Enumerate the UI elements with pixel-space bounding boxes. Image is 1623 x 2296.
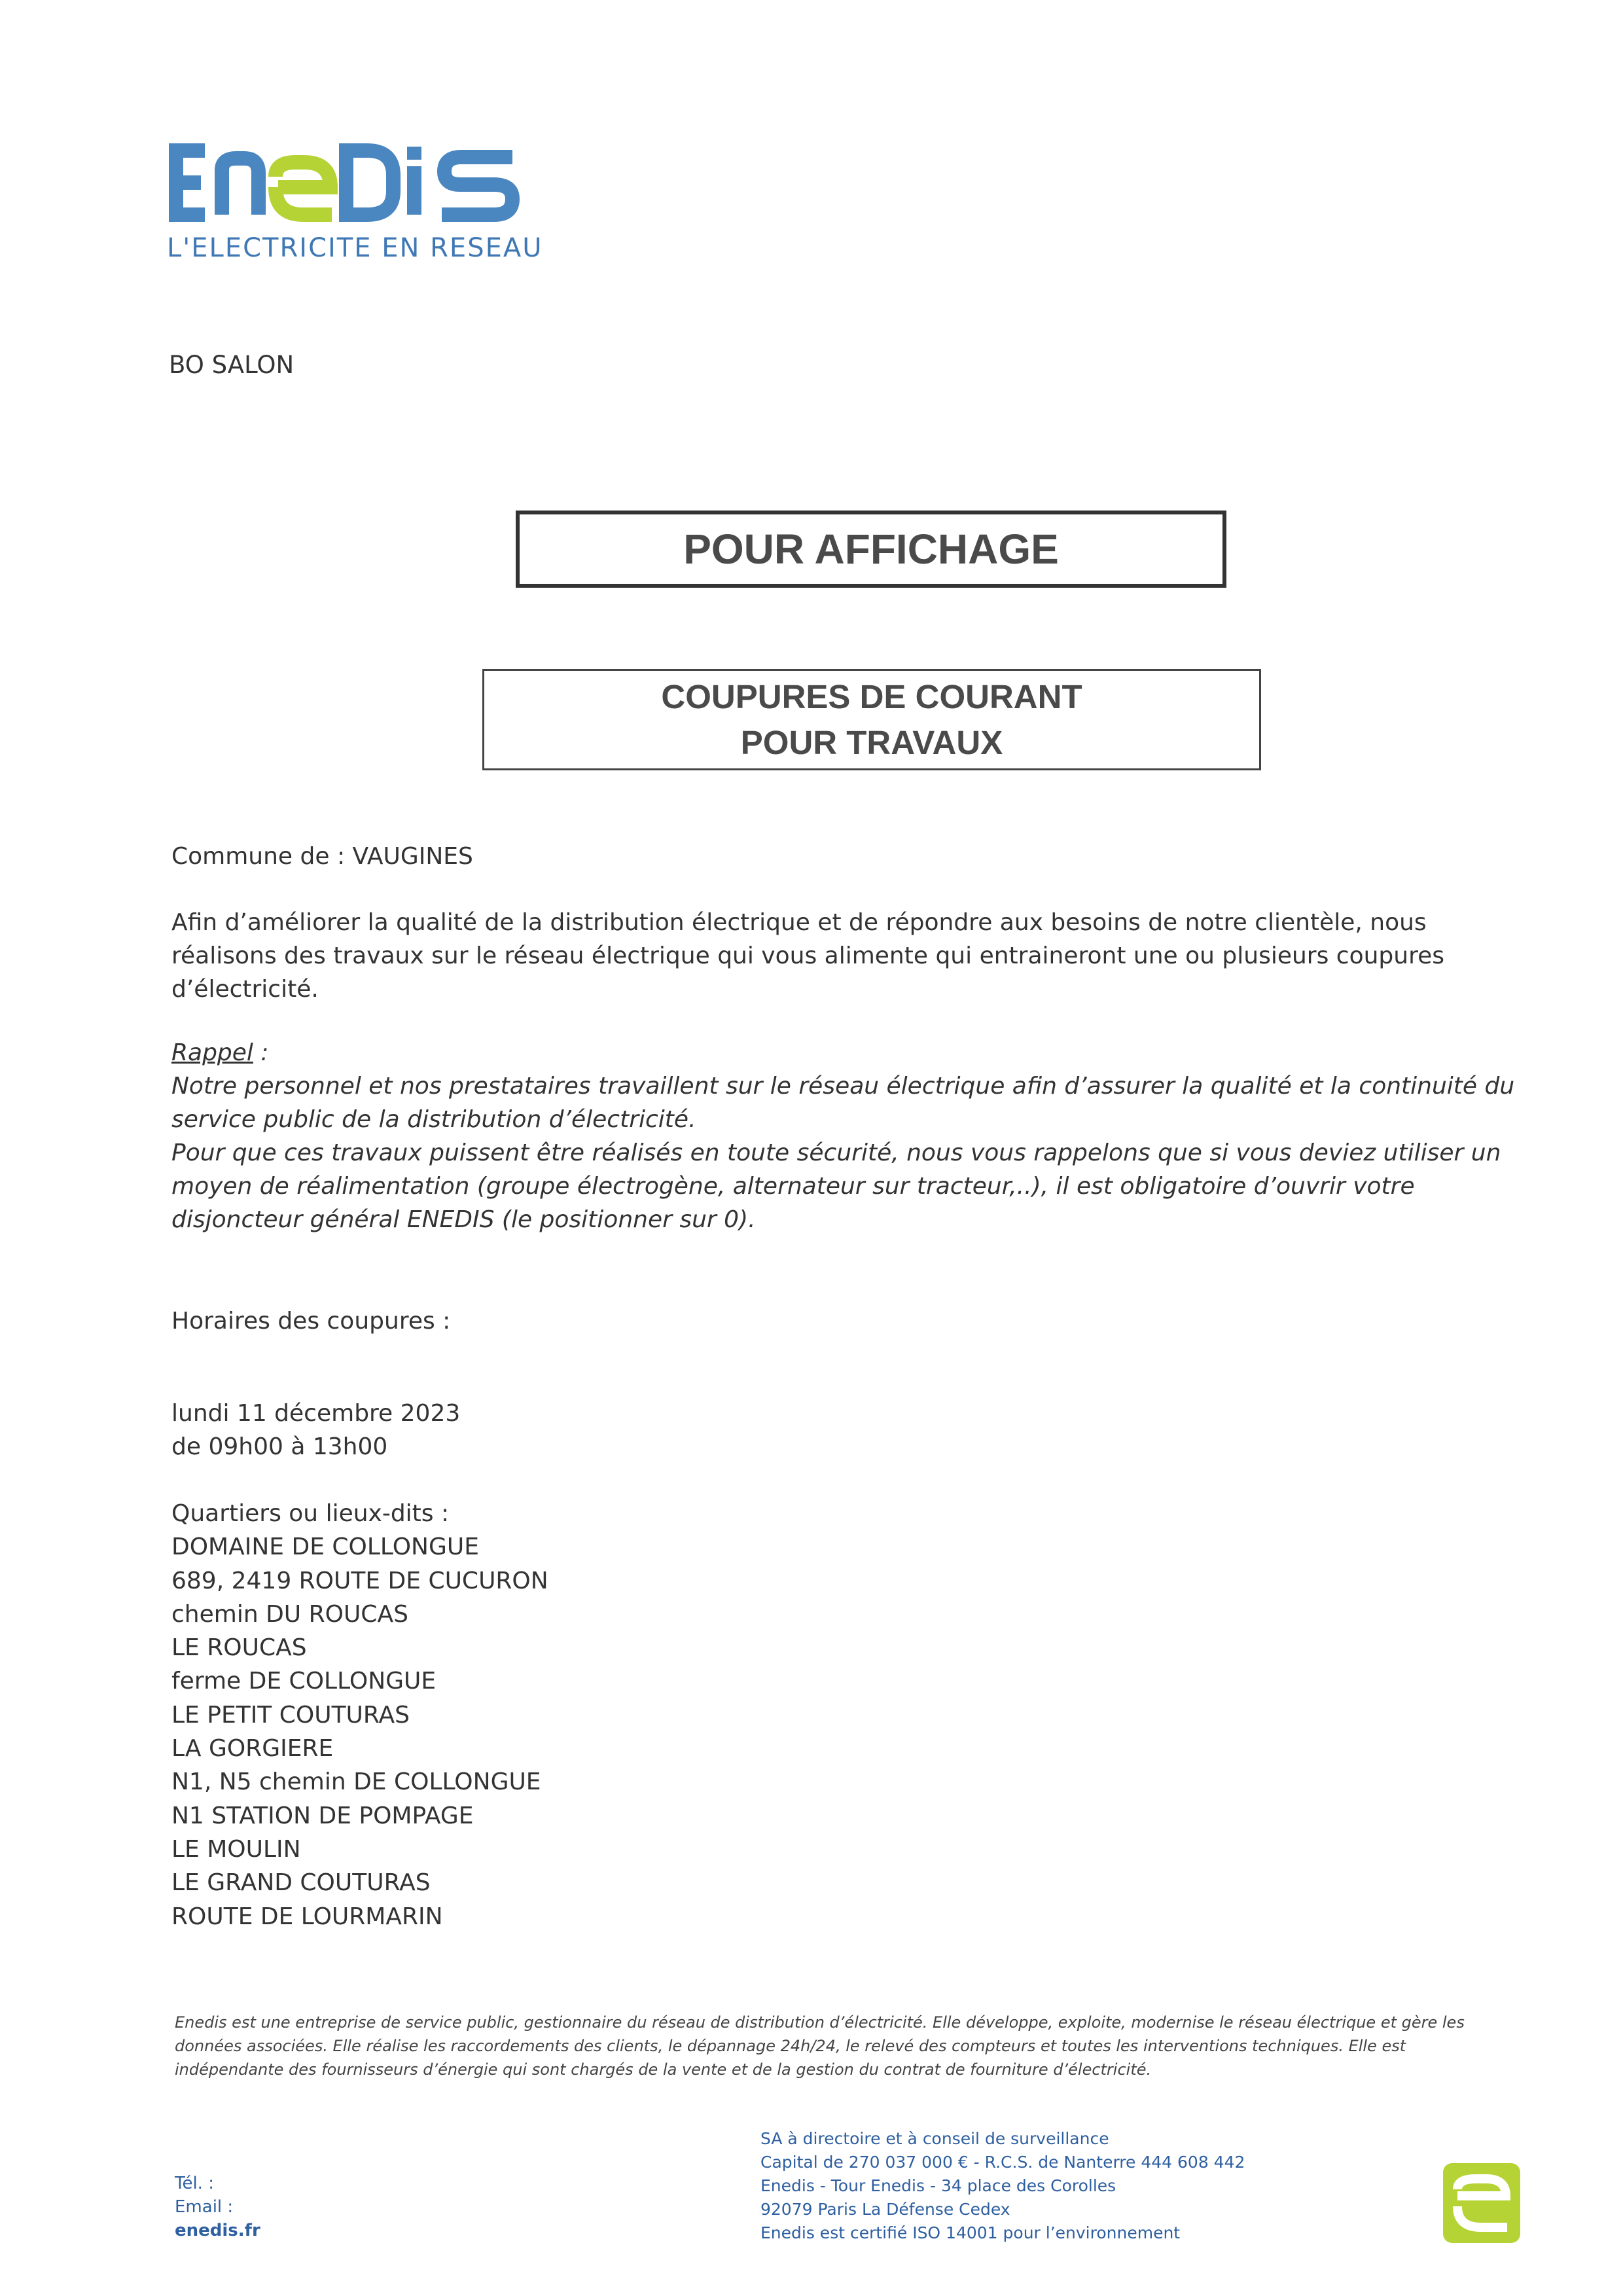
rappel-section [171,1036,1539,1236]
quartier-item: chemin DU ROUCAS [171,1600,408,1628]
legal-notice: Enedis est une entreprise de service public, gestionnaire du réseau de distribution d’électricité. Elle développe, exploite, modernise le réseau électrique et gère les données associées. Elle réalise les raccordements des clients, le dépannage 24h/24, le relevé des compteurs et toutes les interventions techniques. Elle est indépendante des fournisseurs d’énergie qui sont chargés de la vente et de la gestion du contrat de fourniture d’électricité. [175,2013,1465,2079]
contact-email: Email : [175,2197,234,2217]
quartier-item: LE ROUCAS [171,1634,307,1662]
rappel-p2: Pour que ces travaux puissent être réalisés en toute sécurité, nous vous rappelons que si vous deviez utiliser un moyen de réalimentation (groupe électrogène, alternateur sur tracteur,..), il est obligatoire d’ouvrir votre disjoncteur général ENEDIS (le positionner sur 0). [171,1139,1501,1233]
enedis-e-icon [1443,2163,1520,2243]
quartiers-section [171,1497,548,1933]
contact-tel: Tél. : [175,2174,214,2193]
company-info [760,2127,1245,2245]
quartier-item: LE PETIT COUTURAS [171,1701,410,1729]
company-line: SA à directoire et à conseil de surveillance [760,2129,1109,2148]
quartier-item: ferme DE COLLONGUE [171,1668,437,1695]
website-link[interactable]: enedis.fr [175,2221,260,2240]
quartier-item: 689, 2419 ROUTE DE CUCURON [171,1567,548,1594]
horaires-label: Horaires des coupures : [171,1308,451,1335]
company-line: Enedis - Tour Enedis - 34 place des Corolles [760,2176,1116,2195]
company-line: Enedis est certifié ISO 14001 pour l’environnement [760,2223,1181,2242]
subject-line1: COUPURES DE COURANT [661,677,1082,715]
notice-title: POUR AFFICHAGE [516,511,1226,588]
rappel-p1: Notre personnel et nos prestataires travaillent sur le réseau électrique afin d’assurer la qualité et la continuité du service public de la distribution d’électricité. [171,1073,1515,1133]
quartier-item: LE GRAND COUTURAS [171,1869,431,1897]
rappel-colon: : [253,1039,269,1066]
quartier-item: DOMAINE DE COLLONGUE [171,1534,479,1561]
rappel-label: Rappel [171,1039,253,1066]
subject-line2: POUR TRAVAUX [740,723,1003,761]
quartier-item: ROUTE DE LOURMARIN [171,1903,443,1930]
commune: Commune de : VAUGINES [171,843,473,870]
quartier-item: LA GORGIERE [171,1735,334,1763]
quartiers-label: Quartiers ou lieux-dits : [171,1500,450,1527]
quartier-item: N1, N5 chemin DE COLLONGUE [171,1768,541,1796]
logo-tagline: L'ELECTRICITE EN RESEAU [167,233,543,263]
outage-schedule [171,1397,460,1463]
outage-time: de 09h00 à 13h00 [171,1433,388,1460]
company-line: 92079 Paris La Défense Cedex [760,2200,1010,2219]
rappel-heading [171,1036,1539,1069]
intro-paragraph: Afin d’améliorer la qualité de la distribution électrique et de répondre aux besoins de notre clientèle, nous réalisons des travaux sur le réseau électrique qui vous alimente qui entraineront une ou plusieurs coupures d’électricité. [171,909,1445,1003]
quartier-item: N1 STATION DE POMPAGE [171,1802,474,1829]
company-line: Capital de 270 037 000 € - R.C.S. de Nanterre 444 608 442 [760,2153,1245,2172]
sender: BO SALON [169,351,294,379]
contact-block [175,2172,260,2242]
subject-box [482,669,1261,770]
quartier-item: LE MOULIN [171,1835,301,1863]
enedis-logo [167,137,520,229]
outage-date: lundi 11 décembre 2023 [171,1400,461,1427]
